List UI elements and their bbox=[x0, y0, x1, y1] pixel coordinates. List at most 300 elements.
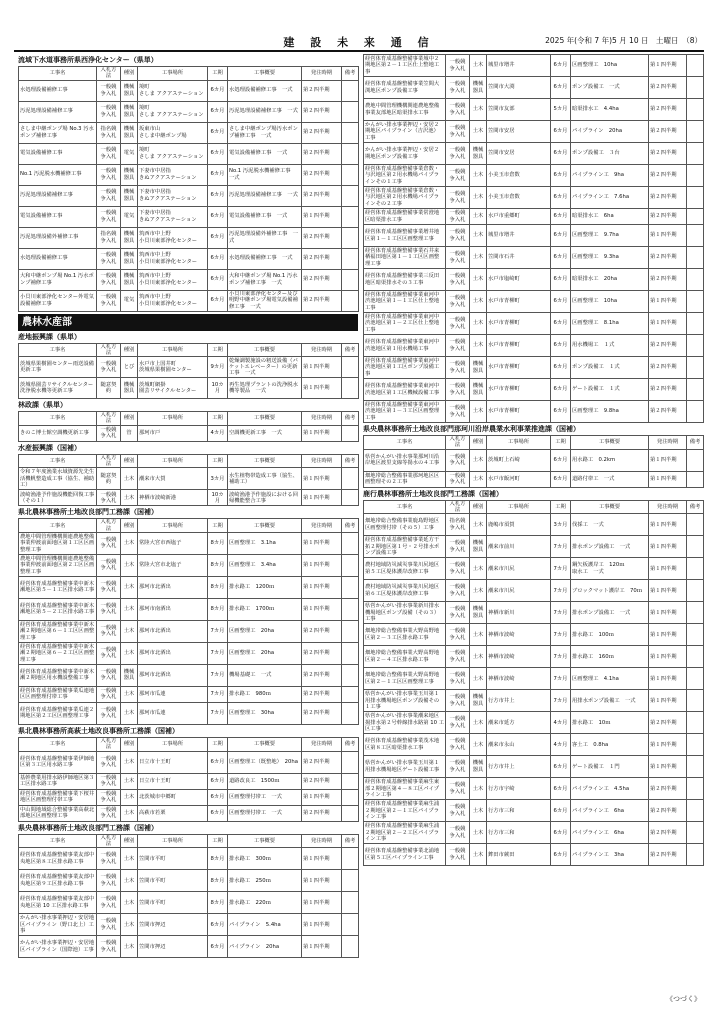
column-header-bid-method: 入札方法 bbox=[97, 343, 121, 357]
cell-remarks bbox=[687, 225, 704, 247]
cell-period: 6カ月 bbox=[208, 101, 228, 122]
cell-remarks bbox=[687, 580, 704, 602]
cell-order-period: 第２四半期 bbox=[302, 122, 342, 143]
project-table bbox=[18, 343, 359, 400]
cell-remarks bbox=[342, 620, 359, 642]
cell-category: 機械器具 bbox=[470, 379, 487, 401]
cell-remarks bbox=[342, 532, 359, 554]
cell-work-name: 大和中継ポンプ場 No.1 汚水ポンプ補修工事 bbox=[19, 269, 97, 290]
cell-category: 土木 bbox=[470, 668, 487, 690]
cell-period: 6カ月 bbox=[208, 143, 228, 164]
cell-work-name: 経営体育成基盤整備事業瓜連２期地区第２工区区画整理工事 bbox=[19, 702, 97, 724]
cell-work-name: 県営かんがい排水事業玉川第１用排水機場地区ゲート設備工事 bbox=[364, 756, 446, 778]
cell-period: 8カ月 bbox=[208, 870, 228, 892]
cell-period: 6カ月 bbox=[208, 206, 228, 227]
cell-summary: 暗渠排水工 6ha bbox=[571, 209, 649, 225]
cell-bid-method: 一般競争入札 bbox=[446, 165, 470, 187]
cell-period: 6カ月 bbox=[208, 936, 228, 958]
cell-category: 機械器具 bbox=[470, 756, 487, 778]
section-heading: 林政課（県単） bbox=[18, 401, 67, 410]
table-row bbox=[364, 121, 704, 143]
cell-remarks bbox=[342, 870, 359, 892]
column-header-work-name: 工事名 bbox=[19, 834, 97, 848]
cell-remarks bbox=[342, 425, 359, 441]
cell-remarks bbox=[342, 686, 359, 702]
cell-work-name: 経営体育成基盤整備事業中新木瀬地区第５－１工区排水路工事 bbox=[19, 576, 97, 598]
cell-work-name: 経営体育成基盤整備事業増井地区第１－１工区区画整理工事 bbox=[364, 225, 446, 247]
table-row bbox=[364, 536, 704, 558]
cell-bid-method: 一般競争入札 bbox=[97, 490, 121, 506]
cell-order-period: 第１四半期 bbox=[649, 449, 687, 471]
cell-category: 土木 bbox=[470, 624, 487, 646]
cell-summary: パイプライン工 4.5ha bbox=[571, 778, 649, 800]
cell-location: 日立市十王町 bbox=[138, 751, 208, 773]
cell-remarks bbox=[342, 576, 359, 598]
cell-bid-method: 一般競争入札 bbox=[446, 536, 470, 558]
section-heading: 県央農林事務所土地改良部門工務課（国補） bbox=[18, 823, 158, 832]
cell-period: 6カ月 bbox=[551, 401, 571, 423]
cell-remarks bbox=[342, 248, 359, 269]
column-header-summary: 工事概要 bbox=[228, 519, 302, 533]
column-header-order-period: 発注時期 bbox=[302, 67, 342, 81]
cell-work-name: きのこ博士館空調機更新工事 bbox=[19, 425, 97, 441]
cell-summary: パイプライン 20ha bbox=[228, 936, 302, 958]
cell-category: 機械器具 bbox=[121, 80, 138, 101]
cell-remarks bbox=[687, 55, 704, 77]
column-header-order-period: 発注時期 bbox=[649, 500, 687, 514]
cell-order-period: 第１四半期 bbox=[302, 936, 342, 958]
cell-order-period: 第２四半期 bbox=[649, 712, 687, 734]
cell-work-name: 畑地帯総合整備事業大野高野地区第２－１工区区画整理工事 bbox=[364, 668, 446, 690]
cell-order-period: 第１四半期 bbox=[302, 789, 342, 805]
cell-location: 那珂市瓜連 bbox=[138, 702, 208, 724]
cell-period: 6カ月 bbox=[208, 269, 228, 290]
cell-category: 土木 bbox=[121, 870, 138, 892]
column-header-period: 工期 bbox=[208, 343, 228, 357]
cell-bid-method: 一般競争入札 bbox=[97, 702, 121, 724]
cell-work-name: 経営体育成基盤整備事業中新木瀬２期地区第６－１工区区画整理工事 bbox=[19, 620, 97, 642]
cell-location: 行方市宇崎 bbox=[487, 778, 551, 800]
cell-location: 水戸市青柳町 bbox=[487, 291, 551, 313]
cell-work-name: 経営体育成基盤整備事業東河中渋池地区第１用水機場工事 bbox=[364, 335, 446, 357]
cell-category: 土木 bbox=[470, 514, 487, 536]
cell-work-name: 経営体育成基盤整備事業北浦地区第５工区パイプライン工事 bbox=[364, 844, 446, 866]
cell-remarks bbox=[342, 357, 359, 378]
cell-bid-method: 一般競争入札 bbox=[446, 690, 470, 712]
cell-period: 6カ月 bbox=[208, 185, 228, 206]
cell-summary: 大和中継ポンプ場 No.1 汚水ポンプ補修工事 一式 bbox=[228, 269, 302, 290]
cell-remarks bbox=[342, 290, 359, 311]
cell-location: 潮来市大賀 bbox=[138, 468, 208, 490]
cell-location: 常陸大宮市西塩子 bbox=[138, 532, 208, 554]
cell-summary: 道路付帯工 一式 bbox=[571, 471, 649, 487]
cell-summary: 汚泥処理設備外補修工事 一式 bbox=[228, 227, 302, 248]
section-heading: 流域下水道事務所県西浄化センター（県単） bbox=[18, 56, 158, 64]
cell-remarks bbox=[342, 702, 359, 724]
cell-remarks bbox=[342, 789, 359, 805]
cell-location: 小美玉市倉数 bbox=[487, 187, 551, 209]
cell-location: 潮来市川尻 bbox=[487, 558, 551, 580]
cell-period: 6カ月 bbox=[551, 335, 571, 357]
cell-remarks bbox=[342, 554, 359, 576]
cell-location: 坂東市山 さしま中継ポンプ場 bbox=[138, 122, 208, 143]
cell-period: 7カ月 bbox=[551, 536, 571, 558]
cell-period: 7カ月 bbox=[208, 664, 228, 686]
cell-category: とび bbox=[121, 357, 138, 378]
cell-summary: 区画整理工（既整地） 20ha bbox=[228, 751, 302, 773]
cell-work-name: 県営かんがい排水事業玉川第１用排水機場地区ポンプ設備その１工事 bbox=[364, 690, 446, 712]
column-header-work-name: 工事名 bbox=[19, 67, 97, 81]
table-row bbox=[19, 576, 359, 598]
cell-period: 9カ月 bbox=[208, 357, 228, 378]
cell-period: 7カ月 bbox=[208, 702, 228, 724]
table-row bbox=[364, 668, 704, 690]
cell-bid-method: 一般競争入札 bbox=[446, 247, 470, 269]
table-header-row bbox=[19, 67, 359, 81]
cell-work-name: 経営体育成基盤整備事業中新木瀬２期地区第６－２工区区画整理工事 bbox=[19, 642, 97, 664]
project-table bbox=[363, 500, 704, 867]
cell-remarks bbox=[342, 598, 359, 620]
cell-bid-method: 一般競争入札 bbox=[97, 751, 121, 773]
cell-work-name: 農村地域防災減災事業川尻地区第５工区堤体護岸改修工事 bbox=[364, 558, 446, 580]
cell-bid-method: 一般競争入札 bbox=[446, 646, 470, 668]
cell-summary: パイプライン工 6ha bbox=[571, 822, 649, 844]
cell-category: 土木 bbox=[121, 751, 138, 773]
table-row bbox=[19, 378, 359, 399]
cell-work-name: 県営かんがい排水事業潮来地区揚排水第２号幹線排水路第 10 工区工事 bbox=[365, 713, 444, 732]
cell-location: 笠間市友部 bbox=[487, 99, 551, 121]
project-table bbox=[18, 834, 359, 959]
cell-work-name: 基幹農業用排水路伊師地区第３工区排水路工事 bbox=[19, 773, 97, 789]
cell-location: 那珂市北酒出 bbox=[138, 642, 208, 664]
column-header-category: 種別 bbox=[470, 500, 487, 514]
cell-period: 4カ月 bbox=[551, 712, 571, 734]
table-row bbox=[19, 620, 359, 642]
cell-remarks bbox=[687, 269, 704, 291]
cell-summary: 用排水ポンプ設備工 一式 bbox=[571, 690, 649, 712]
cell-category: 土木 bbox=[470, 401, 487, 423]
cell-category: 土木 bbox=[121, 598, 138, 620]
cell-order-period: 第１四半期 bbox=[649, 471, 687, 487]
cell-order-period: 第１四半期 bbox=[302, 576, 342, 598]
cell-summary: ゲート設備工 １門 bbox=[571, 756, 649, 778]
cell-remarks bbox=[342, 848, 359, 870]
cell-bid-method: 一般競争入札 bbox=[97, 248, 121, 269]
cell-bid-method: 一般競争入札 bbox=[446, 77, 470, 99]
column-header-location: 工事場所 bbox=[487, 436, 551, 450]
cell-remarks bbox=[687, 449, 704, 471]
cell-remarks bbox=[342, 143, 359, 164]
cell-category: 機械器具 bbox=[121, 269, 138, 290]
cell-work-name: 県営かんがい排水事業那珂川沿岸地区渡里支線等揚水の４工事 bbox=[364, 449, 446, 471]
table-row bbox=[364, 165, 704, 187]
cell-work-name: 経営体育成基盤整備事業石井来栖福田地区第１－１工区区画整理工事 bbox=[364, 247, 446, 269]
cell-bid-method: 一般競争入札 bbox=[446, 379, 470, 401]
cell-work-name: 経営体育成基盤整備事業下桜井地区区画整理付帯工事 bbox=[19, 789, 97, 805]
column-header-location: 工事場所 bbox=[138, 737, 208, 751]
cell-category: 機械器具 bbox=[121, 101, 138, 122]
column-header-period: 工期 bbox=[208, 834, 228, 848]
cell-bid-method: 一般競争入札 bbox=[446, 602, 470, 624]
column-header-category: 種別 bbox=[121, 412, 138, 426]
table-row bbox=[19, 468, 359, 490]
table-row bbox=[364, 712, 704, 734]
cell-remarks bbox=[687, 602, 704, 624]
column-header-summary: 工事概要 bbox=[228, 412, 302, 426]
cell-work-name: 経営体育成基盤整備事業東河中渋池地区第１－１工区仕上整地工事 bbox=[364, 291, 446, 313]
cell-summary: ポンプ設備工 ３台 bbox=[571, 143, 649, 165]
cell-period: 6カ月 bbox=[208, 789, 228, 805]
cell-remarks bbox=[342, 378, 359, 399]
cell-category: 機械器具 bbox=[121, 164, 138, 185]
cell-location: 神栖市波崎 bbox=[487, 624, 551, 646]
cell-bid-method: 一般競争入札 bbox=[97, 357, 121, 378]
cell-period: 6カ月 bbox=[551, 121, 571, 143]
cell-remarks bbox=[687, 646, 704, 668]
cell-bid-method: 一般競争入札 bbox=[446, 844, 470, 866]
cell-remarks bbox=[342, 805, 359, 821]
column-header-category: 種別 bbox=[121, 519, 138, 533]
cell-category: 土木 bbox=[470, 471, 487, 487]
cell-bid-method: 一般競争入札 bbox=[97, 805, 121, 821]
cell-work-name: 県営かんがい排水事業新川排水機場地区ポンプ設備（その３）工事 bbox=[364, 602, 446, 624]
cell-period: 6カ月 bbox=[551, 269, 571, 291]
cell-work-name: かんがい排水事業押辺・安居地区パイプライン（野口北上）工事 bbox=[19, 914, 97, 936]
cell-order-period: 第１四半期 bbox=[649, 646, 687, 668]
cell-summary: 排水路工 160ｍ bbox=[571, 646, 649, 668]
cell-summary: 暗渠排水工 20ha bbox=[571, 269, 649, 291]
table-row bbox=[364, 646, 704, 668]
cell-remarks bbox=[687, 401, 704, 423]
table-row bbox=[364, 187, 704, 209]
cell-location: 水戸市青柳町 bbox=[487, 313, 551, 335]
cell-location: 神栖市波崎 bbox=[487, 646, 551, 668]
cell-remarks bbox=[342, 80, 359, 101]
cell-order-period: 第１四半期 bbox=[302, 892, 342, 914]
cell-location: 高萩市若栗 bbox=[138, 805, 208, 821]
cell-period: 6カ月 bbox=[551, 822, 571, 844]
cell-work-name: 経営体育成基盤整備事業城中２期地区第２－１工区仕上整地工事 bbox=[364, 55, 446, 77]
cell-order-period: 第１四半期 bbox=[649, 558, 687, 580]
table-row bbox=[19, 642, 359, 664]
table-row bbox=[364, 209, 704, 225]
table-row bbox=[364, 77, 704, 99]
cell-category: 土木 bbox=[470, 225, 487, 247]
table-row bbox=[364, 143, 704, 165]
table-row bbox=[364, 822, 704, 844]
cell-remarks bbox=[687, 690, 704, 712]
cell-work-name: 令和７年度漁業水域資源先先生活機帆整造成工事（協生、補助工） bbox=[19, 468, 97, 490]
cell-category: 土木 bbox=[470, 187, 487, 209]
cell-category: 土木 bbox=[470, 712, 487, 734]
cell-bid-method: 一般競争入札 bbox=[97, 164, 121, 185]
cell-work-name: 経営体育成基盤整備事業常澄地区暗渠排水工事 bbox=[364, 209, 446, 225]
cell-bid-method: 一般競争入札 bbox=[97, 80, 121, 101]
cell-work-name: 経営体育成基盤整備事業笠間大渕地区ポンプ設備工事 bbox=[364, 77, 446, 99]
project-table bbox=[18, 737, 359, 822]
cell-work-name: 経営体育成基盤整備事業中新木瀬２期地区用水機設整備工事 bbox=[19, 664, 97, 686]
cell-order-period: 第２四半期 bbox=[649, 165, 687, 187]
cell-order-period: 第２四半期 bbox=[302, 227, 342, 248]
cell-remarks bbox=[687, 536, 704, 558]
column-header-category: 種別 bbox=[121, 834, 138, 848]
cell-work-name: 畑地帯総合整備事業大野高野地区第２－４工区排水路工事 bbox=[364, 646, 446, 668]
cell-summary: 水処理設備補修工事 一式 bbox=[228, 248, 302, 269]
cell-remarks bbox=[342, 269, 359, 290]
publication-title: 建 設 未 来 通 信 bbox=[283, 36, 435, 49]
cell-period: 7カ月 bbox=[208, 642, 228, 664]
table-row bbox=[364, 558, 704, 580]
cell-work-name: 経営体育成基盤整備事業麻生浦２期地区第２－２工区パイプライン工事 bbox=[364, 822, 446, 844]
cell-remarks bbox=[687, 121, 704, 143]
column-header-period: 工期 bbox=[551, 500, 571, 514]
cell-period: 6カ月 bbox=[208, 227, 228, 248]
cell-category: 土木 bbox=[121, 805, 138, 821]
table-row bbox=[19, 805, 359, 821]
cell-remarks bbox=[687, 247, 704, 269]
cell-order-period: 第２四半期 bbox=[649, 187, 687, 209]
cell-work-name: 水処理設備補修工事 bbox=[19, 248, 97, 269]
cell-remarks bbox=[687, 291, 704, 313]
cell-category: 土木 bbox=[121, 686, 138, 702]
cell-remarks bbox=[342, 892, 359, 914]
cell-order-period: 第２四半期 bbox=[649, 335, 687, 357]
cell-period: 6カ月 bbox=[551, 55, 571, 77]
table-row bbox=[19, 664, 359, 686]
column-header-order-period: 発注時期 bbox=[302, 519, 342, 533]
cell-remarks bbox=[687, 668, 704, 690]
column-header-summary: 工事概要 bbox=[571, 500, 649, 514]
cell-order-period: 第２四半期 bbox=[649, 121, 687, 143]
cell-work-name: 水処理設備補修工事 bbox=[19, 80, 97, 101]
cell-bid-method: 一般競争入札 bbox=[446, 121, 470, 143]
cell-work-name: 経営体育成基盤整備事業茂木地区第８工区暗渠排水工事 bbox=[364, 734, 446, 756]
project-table bbox=[363, 435, 704, 488]
cell-work-name: 経営体育成基盤整備事業東河中渋池地区第１工区機械設備工事 bbox=[364, 379, 446, 401]
cell-category: 土木 bbox=[121, 773, 138, 789]
table-row bbox=[364, 401, 704, 423]
cell-order-period: 第２四半期 bbox=[302, 664, 342, 686]
cell-order-period: 第２四半期 bbox=[649, 77, 687, 99]
cell-period: 6カ月 bbox=[551, 143, 571, 165]
cell-work-name: 茨城県園芸リサイクルセンター洗浄脱水機等更新工事 bbox=[19, 378, 97, 399]
cell-bid-method: 一般競争入札 bbox=[97, 269, 121, 290]
cell-bid-method: 指名競争入札 bbox=[97, 227, 121, 248]
cell-category: 土木 bbox=[121, 468, 138, 490]
cell-remarks bbox=[687, 712, 704, 734]
cell-category: 土木 bbox=[470, 800, 487, 822]
cell-remarks bbox=[687, 209, 704, 225]
cell-summary: 区画整理工 10ha bbox=[571, 55, 649, 77]
table-row bbox=[364, 800, 704, 822]
table-row bbox=[19, 490, 359, 506]
cell-order-period: 第１四半期 bbox=[302, 490, 342, 506]
cell-location: 茨城町網掛 園芸リサイクルセンター bbox=[138, 378, 208, 399]
cell-period: 6カ月 bbox=[551, 187, 571, 209]
column-header-location: 工事場所 bbox=[138, 519, 208, 533]
table-row bbox=[19, 892, 359, 914]
cell-bid-method: 指名競争入札 bbox=[446, 514, 470, 536]
cell-summary: 排水路工 220ｍ bbox=[228, 892, 302, 914]
cell-location: 茨城町上石崎 bbox=[487, 449, 551, 471]
cell-remarks bbox=[687, 822, 704, 844]
column-header-period: 工期 bbox=[208, 737, 228, 751]
cell-summary: 小貝川東部浄化センター及び明野中継ポンプ場電気設備補修工事 一式 bbox=[228, 290, 302, 311]
cell-category: 土木 bbox=[470, 55, 487, 77]
cell-location: 行方市井上 bbox=[487, 690, 551, 712]
continued-note: 《つづく》 bbox=[666, 995, 701, 1003]
cell-work-name: 小貝川東部浄化センター外電気設備補修工事 bbox=[19, 290, 97, 311]
cell-order-period: 第２四半期 bbox=[302, 269, 342, 290]
cell-summary: 排水路工 10ｍ bbox=[571, 712, 649, 734]
cell-bid-method: 一般競争入札 bbox=[97, 425, 121, 441]
cell-bid-method: 一般競争入札 bbox=[446, 756, 470, 778]
cell-category: 土木 bbox=[470, 121, 487, 143]
cell-location: 潮来市永山 bbox=[487, 734, 551, 756]
cell-bid-method: 一般競争入札 bbox=[97, 686, 121, 702]
cell-order-period: 第２四半期 bbox=[302, 702, 342, 724]
cell-remarks bbox=[342, 122, 359, 143]
cell-work-name: 波崎漁港予作施設機能回復工事（その１） bbox=[19, 490, 97, 506]
table-row bbox=[364, 291, 704, 313]
cell-category: 土木 bbox=[470, 778, 487, 800]
cell-period: 6カ月 bbox=[208, 773, 228, 789]
cell-category: 機械器具 bbox=[470, 77, 487, 99]
cell-remarks bbox=[687, 471, 704, 487]
column-header-order-period: 発注時期 bbox=[302, 412, 342, 426]
cell-period: 6カ月 bbox=[208, 248, 228, 269]
cell-order-period: 第１四半期 bbox=[649, 536, 687, 558]
cell-location: 城里市増井 bbox=[487, 225, 551, 247]
cell-order-period: 第２四半期 bbox=[302, 101, 342, 122]
cell-category: 機械器具 bbox=[470, 357, 487, 379]
cell-bid-method: 一般競争入札 bbox=[446, 209, 470, 225]
cell-summary: 機場基礎工 一式 bbox=[228, 664, 302, 686]
cell-bid-method: 一般競争入札 bbox=[97, 143, 121, 164]
cell-order-period: 第１四半期 bbox=[649, 580, 687, 602]
cell-location: 行方市井上 bbox=[487, 756, 551, 778]
cell-location: 笠間市安居 bbox=[487, 121, 551, 143]
cell-category: 機械器具 bbox=[121, 122, 138, 143]
cell-bid-method: 一般競争入札 bbox=[446, 225, 470, 247]
cell-period: 10カ月 bbox=[208, 378, 228, 399]
cell-location: 筑西市中上野 小貝川東部浄化センター bbox=[138, 290, 208, 311]
column-header-location: 工事場所 bbox=[138, 343, 208, 357]
column-header-category: 種別 bbox=[121, 67, 138, 81]
cell-order-period: 第２四半期 bbox=[302, 185, 342, 206]
cell-order-period: 第２四半期 bbox=[302, 248, 342, 269]
cell-summary: 客土工 0.8ha bbox=[571, 734, 649, 756]
cell-category: 土木 bbox=[121, 490, 138, 506]
cell-bid-method: 一般競争入札 bbox=[97, 554, 121, 576]
cell-category: 土木 bbox=[121, 789, 138, 805]
cell-remarks bbox=[687, 165, 704, 187]
cell-period: 5カ月 bbox=[551, 99, 571, 121]
cell-work-name: 農地中間管理機構関連農地整備事業友部地区暗渠排水工事 bbox=[364, 99, 446, 121]
cell-location: 境町 さしま アクアステーション bbox=[138, 80, 208, 101]
cell-bid-method: 指名競争入札 bbox=[97, 122, 121, 143]
column-header-summary: 工事概要 bbox=[228, 67, 302, 81]
cell-category: 土木 bbox=[470, 646, 487, 668]
cell-location: 日立市十王町 bbox=[138, 773, 208, 789]
cell-period: 6カ月 bbox=[551, 313, 571, 335]
cell-bid-method: 一般競争入札 bbox=[446, 291, 470, 313]
cell-work-name: 汚泥処理設備補修工事 bbox=[19, 101, 97, 122]
cell-work-name: 経営体育成基盤整備事業東河中渋池地区第１工区ポンプ設備工事 bbox=[364, 357, 446, 379]
table-row bbox=[364, 756, 704, 778]
cell-work-name: 電気設備補修工事 bbox=[19, 143, 97, 164]
cell-bid-method: 一般競争入札 bbox=[97, 620, 121, 642]
